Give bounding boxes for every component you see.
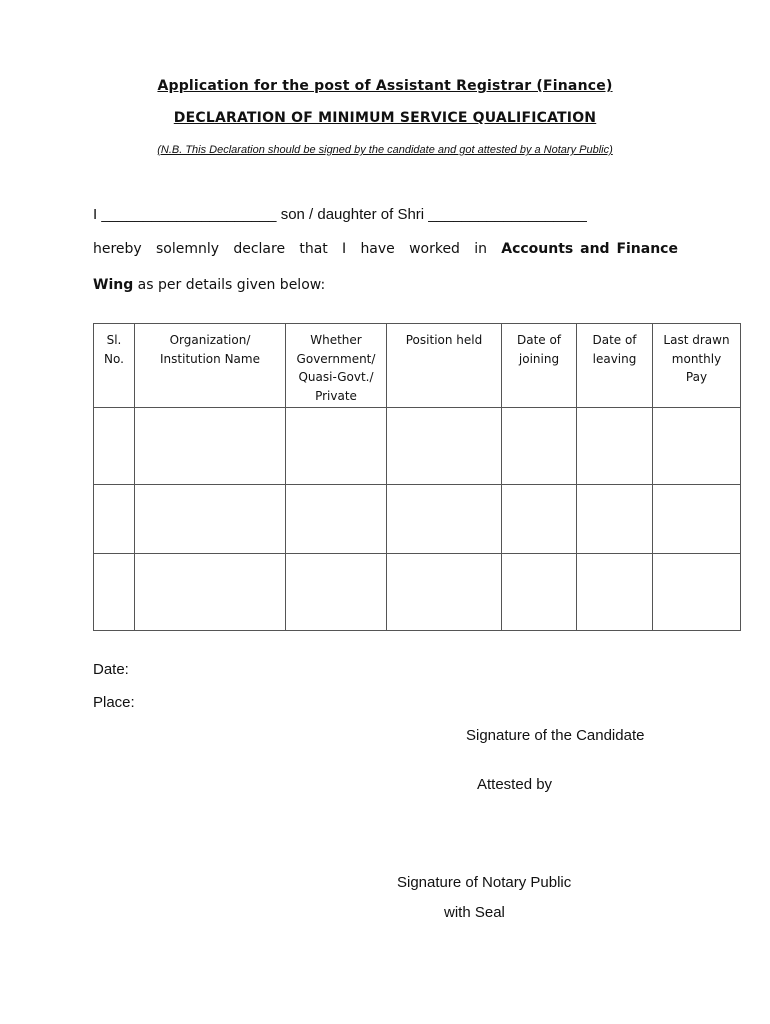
table-cell[interactable]: [286, 485, 387, 554]
header-govt-type: Whether Government/ Quasi-Govt./ Private: [286, 324, 387, 408]
table-cell[interactable]: [653, 408, 741, 485]
word: I: [342, 241, 347, 257]
header-date-joining: Date of joining: [502, 324, 577, 408]
declaration-line-wing: [93, 277, 678, 293]
date-label: Date:: [93, 661, 129, 678]
candidate-signature-label: Signature of the Candidate: [466, 727, 645, 744]
table-cell[interactable]: [387, 408, 502, 485]
header-date-leaving: Date of leaving: [577, 324, 653, 408]
table-cell[interactable]: [94, 485, 135, 554]
table-cell[interactable]: [653, 554, 741, 631]
header-organization: Organization/ Institution Name: [135, 324, 286, 408]
word: have: [360, 241, 395, 257]
table-row: [94, 485, 741, 554]
table-header-row: [94, 324, 741, 408]
word: solemnly: [156, 241, 220, 257]
word: declare: [233, 241, 286, 257]
header-position: Position held: [387, 324, 502, 408]
table-cell[interactable]: [387, 485, 502, 554]
word: hereby: [93, 241, 142, 257]
wing-rest: as per details given below:: [133, 277, 326, 293]
table-row: [94, 408, 741, 485]
word: worked: [409, 241, 460, 257]
service-details-table: [93, 323, 741, 631]
table-cell[interactable]: [94, 554, 135, 631]
word: in: [474, 241, 487, 257]
table-cell[interactable]: [94, 408, 135, 485]
table-cell[interactable]: [577, 554, 653, 631]
form-title: Application for the post of Assistant Registrar (Finance): [157, 78, 613, 94]
header-last-pay: Last drawn monthly Pay: [653, 324, 741, 408]
table-cell[interactable]: [286, 554, 387, 631]
declaration-heading: DECLARATION OF MINIMUM SERVICE QUALIFICATION: [173, 110, 597, 126]
table-row: [94, 554, 741, 631]
with-seal-label: with Seal: [444, 904, 505, 921]
table-cell[interactable]: [653, 485, 741, 554]
table-cell[interactable]: [135, 554, 286, 631]
table-cell[interactable]: [286, 408, 387, 485]
table-cell[interactable]: [387, 554, 502, 631]
attested-by-label: Attested by: [477, 776, 553, 793]
place-label: Place:: [93, 694, 135, 711]
declaration-line-solemn: [93, 241, 678, 257]
table-cell[interactable]: [577, 485, 653, 554]
notary-note: (N.B. This Declaration should be signed by the candidate and got attested by a Notary Public): [157, 144, 613, 156]
table-cell[interactable]: [502, 554, 577, 631]
department-name-bold: Accounts and Finance: [501, 241, 678, 257]
table-cell[interactable]: [135, 485, 286, 554]
declaration-line-name: I _____________________ son / daughter of Shri ___________________: [93, 206, 587, 223]
table-cell[interactable]: [135, 408, 286, 485]
table-cell[interactable]: [577, 408, 653, 485]
wing-bold: Wing: [93, 277, 134, 293]
table-cell[interactable]: [502, 485, 577, 554]
notary-signature-label: Signature of Notary Public: [397, 874, 572, 891]
header-sl-no: Sl. No.: [94, 324, 135, 408]
table-cell[interactable]: [502, 408, 577, 485]
word: that: [299, 241, 328, 257]
